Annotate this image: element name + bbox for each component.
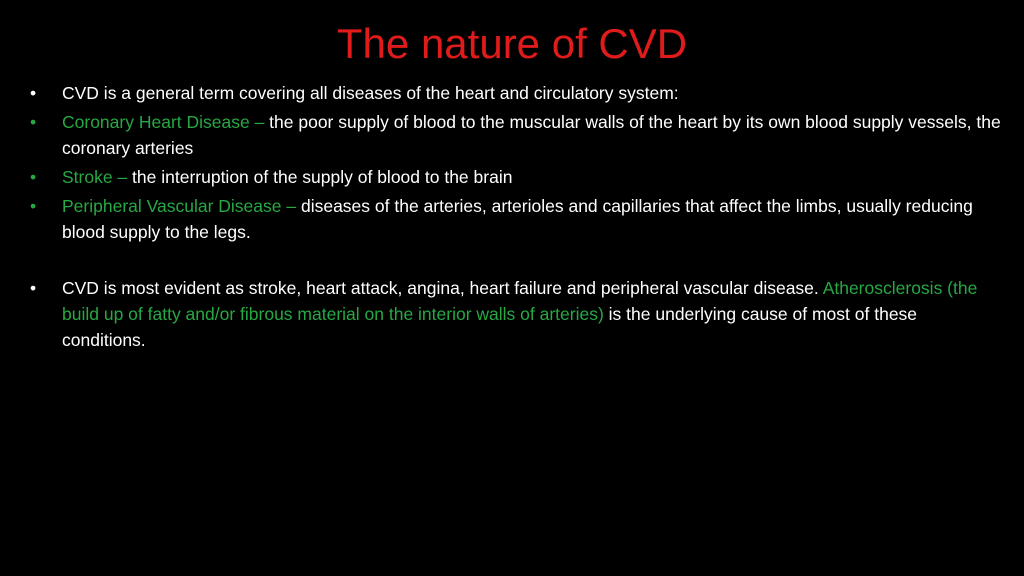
bullet-list [30,80,1005,356]
bullet-marker: • [30,167,37,187]
bullet-cvd-definition [30,80,1005,106]
bullet-atherosclerosis [30,275,1005,353]
bullet-text: is the underlying cause of most of these conditions. [62,304,918,350]
bullet-peripheral-vascular-disease [30,193,1005,245]
bullet-marker: • [30,278,37,298]
bullet-term: Coronary Heart Disease – [62,112,270,132]
bullet-term: Stroke – [62,167,133,187]
bullet-text: diseases of the arteries, arterioles and capillaries that affect the limbs, usually reducing blood supply to the legs. [62,196,973,242]
bullet-lead-text: CVD is most evident as stroke, heart attack, angina, heart failure and peripheral vascular disease. [62,278,823,298]
bullet-term: Peripheral Vascular Disease – [62,196,301,216]
bullet-text: the interruption of the supply of blood to the brain [132,167,513,187]
bullet-text: CVD is a general term covering all diseases of the heart and circulatory system: [62,83,679,103]
bullet-coronary-heart-disease [30,109,1005,161]
bullet-stroke [30,164,1005,190]
bullet-text: the poor supply of blood to the muscular walls of the heart by its own blood supply vessels, the coronary arteries [62,112,1001,158]
bullet-term: Atherosclerosis (the build up of fatty and/or fibrous material on the interior walls of arteries) [62,278,978,324]
bullet-marker: • [30,196,37,216]
bullet-marker: • [30,83,37,103]
slide-title: The nature of CVD [336,20,688,67]
bullet-marker: • [30,112,37,132]
